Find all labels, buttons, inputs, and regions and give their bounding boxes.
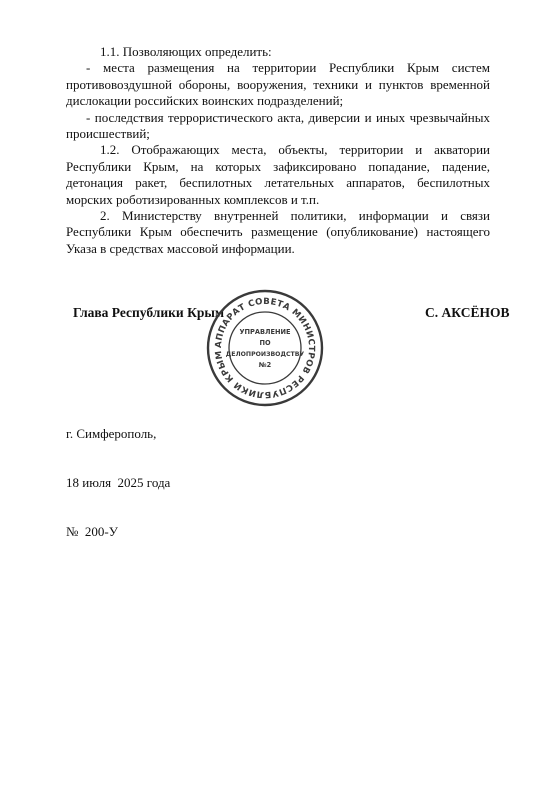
svg-text:№2: №2 [258,361,272,369]
paragraph-2: 2. Министерству внутренней политики, информации и связи Республики Крым обеспечить размещение (опубликование) настоящего Указа в средствах массовой информации. [66,208,490,256]
signatory-position: Глава Республики Крым [73,305,225,320]
document-place: г. Симферополь, [66,425,157,441]
document-body [66,44,490,257]
svg-text:УПРАВЛЕНИЕ: УПРАВЛЕНИЕ [239,328,291,336]
signatory-name: С. АКСЁНОВ [425,305,510,320]
paragraph-1-2: 1.2. Отображающих места, объекты, территории и акватории Республики Крым, на которых зафиксировано попадание, падение, детонация ракет, беспилотных летательных аппаратов, беспилотных морских роботизированных комплексов и т.п. [66,142,490,207]
svg-text:ДЕЛОПРОИЗВОДСТВУ: ДЕЛОПРОИЗВОДСТВУ [225,351,305,358]
paragraph-1-1: 1.1. Позволяющих определить: [100,44,272,59]
document-number: № 200-У [66,524,118,540]
paragraph-consequences: - последствия террористического акта, диверсии и иных чрезвычайных происшествий; [66,109,490,142]
document-requisites [66,393,170,573]
svg-text:АППАРАТ СОВЕТА МИНИСТРОВ РЕСПУ: АППАРАТ СОВЕТА МИНИСТРОВ РЕСПУБЛИКИ КРЫМ [213,296,317,400]
paragraph-air-defense: - места размещения на территории Республики Крым систем противовоздушной обороны, вооружения, техники и пунктов временной дислокации российских воинских подразделений; [66,60,490,109]
svg-text:ПО: ПО [259,339,271,347]
document-date: 18 июля 2025 года [66,475,171,491]
official-seal [204,287,326,409]
